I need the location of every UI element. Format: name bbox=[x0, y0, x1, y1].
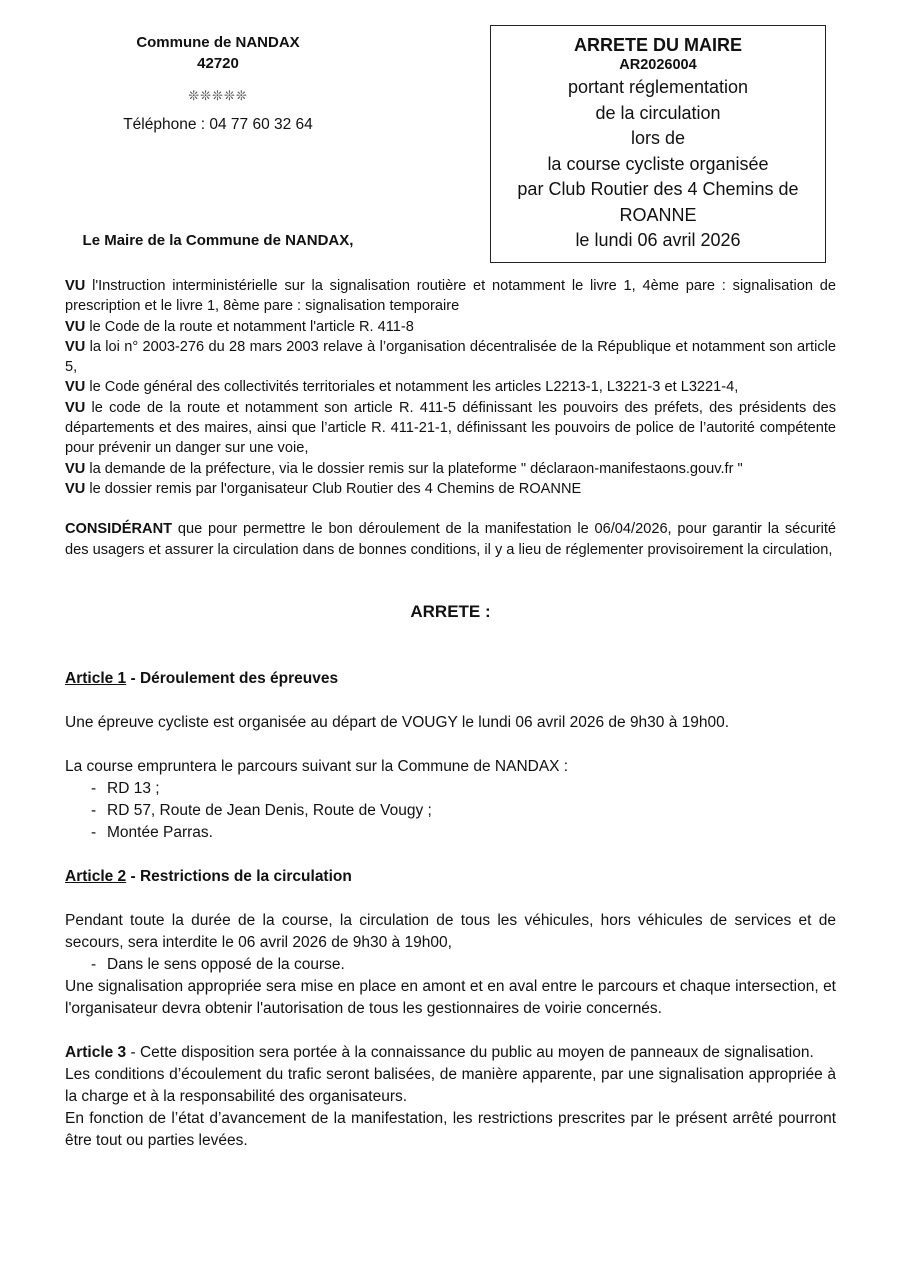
route-item: - Montée Parras. bbox=[91, 822, 836, 844]
article-2-paragraph: Une signalisation appropriée sera mise en place en amont et en aval entre le parcours et chaque intersection, et l'organisateur devra obtenir l'autorisation de tous les gestionnaires de voirie concernés. bbox=[65, 978, 836, 1018]
article-3-paragraph: En fonction de l’état d’avancement de la manifestation, les restrictions prescrites par le présent arrêté pourront être tout ou parties levées. bbox=[65, 1110, 836, 1150]
vu-text: la loi n° 2003-276 du 28 mars 2003 relave à l’organisation décentralisée de la République et notamment son article 5, bbox=[65, 338, 836, 376]
commune-header bbox=[70, 32, 366, 134]
vu-paragraph bbox=[65, 337, 836, 378]
article-2-paragraph: Pendant toute la durée de la course, la circulation de tous les véhicules, hors véhicules de services et de secours, sera interdite le 06 avril 2026 de 9h30 à 19h00, bbox=[65, 912, 836, 952]
article-2-title: - Restrictions de la circulation bbox=[126, 868, 352, 886]
route-list bbox=[65, 778, 836, 844]
commune-name: Commune de NANDAX bbox=[136, 34, 300, 51]
vu-label: VU bbox=[65, 460, 86, 477]
vu-text: la demande de la préfecture, via le dossier remis sur la plateforme " déclaraon-manifestaons.gouv.fr " bbox=[89, 460, 743, 477]
considerant-paragraph bbox=[65, 519, 836, 560]
considerant-text: que pour permettre le bon déroulement de la manifestation le 06/04/2026, pour garantir la sécurité des usagers et assurer la circulation dans de bonnes conditions, il y a lieu de réglementer provisoirement la circulation, bbox=[65, 521, 836, 558]
article-1-heading bbox=[65, 668, 836, 690]
document-body bbox=[65, 276, 836, 1152]
article-3-paragraph: Les conditions d’écoulement du trafic seront balisées, de manière apparente, par une signalisation appropriée à la charge et à la responsabilité des organisateurs. bbox=[65, 1066, 836, 1106]
article-3-label: Article 3 bbox=[65, 1044, 127, 1062]
article-1-paragraph: La course empruntera le parcours suivant sur la Commune de NANDAX : bbox=[65, 758, 569, 776]
vu-paragraph bbox=[65, 459, 836, 479]
vu-paragraph bbox=[65, 398, 836, 459]
restriction-list bbox=[65, 954, 836, 976]
vu-paragraph bbox=[65, 317, 836, 337]
article-1-label: Article 1 bbox=[65, 670, 127, 688]
vu-label: VU bbox=[65, 399, 86, 416]
vu-label: VU bbox=[65, 318, 86, 335]
vu-label: VU bbox=[65, 480, 86, 497]
article-2-heading bbox=[65, 866, 836, 888]
considerant-label: CONSIDÉRANT bbox=[65, 521, 173, 538]
vu-paragraph bbox=[65, 479, 836, 499]
decree-line: la course cycliste organisée bbox=[547, 153, 769, 174]
article-2-label: Article 2 bbox=[65, 868, 127, 886]
article-1-paragraph: Une épreuve cycliste est organisée au départ de VOUGY le lundi 06 avril 2026 de 9h30 à 19h00. bbox=[65, 714, 730, 732]
mayor-heading: Le Maire de la Commune de NANDAX, bbox=[82, 232, 354, 249]
arrete-heading: ARRETE : bbox=[410, 601, 491, 621]
vu-label: VU bbox=[65, 379, 86, 396]
commune-postcode: 42720 bbox=[197, 55, 239, 72]
route-item: - RD 13 ; bbox=[91, 778, 836, 800]
vu-text: le Code général des collectivités territoriales et notamment les articles L2213-1, L3221-3 et L3221-4, bbox=[89, 379, 739, 396]
vu-label: VU bbox=[65, 338, 86, 355]
decree-line: de la circulation bbox=[595, 102, 721, 123]
decree-line: ROANNE bbox=[619, 204, 697, 225]
decree-line: par Club Routier des 4 Chemins de bbox=[517, 179, 799, 199]
vu-text: le Code de la route et notamment l'article R. 411-8 bbox=[89, 318, 414, 335]
route-item: - RD 57, Route de Jean Denis, Route de Vougy ; bbox=[91, 800, 836, 822]
article-1-title: - Déroulement des épreuves bbox=[126, 670, 339, 688]
vu-text: le dossier remis par l'organisateur Club Routier des 4 Chemins de ROANNE bbox=[89, 480, 582, 497]
decree-title-box bbox=[490, 25, 826, 263]
commune-phone: Téléphone : 04 77 60 32 64 bbox=[123, 116, 313, 133]
article-3-paragraph bbox=[65, 1042, 836, 1064]
vu-text: le code de la route et notamment son article R. 411-5 définissant les pouvoirs des préfets, des présidents des départements et des maires, ainsi que l’article R. 411-21-1, définissant les pouvoirs de police de l’autorité compétente pour prévenir un danger sur une voie, bbox=[65, 399, 836, 457]
vu-label: VU bbox=[65, 278, 86, 294]
decree-line: lors de bbox=[630, 128, 686, 148]
decree-reference: AR2026004 bbox=[619, 57, 697, 73]
restriction-item: - Dans le sens opposé de la course. bbox=[91, 954, 836, 976]
decree-line: le lundi 06 avril 2026 bbox=[575, 230, 741, 250]
article-3-text: - Cette disposition sera portée à la connaissance du public au moyen de panneaux de signalisation. bbox=[126, 1044, 814, 1062]
vu-paragraph bbox=[65, 377, 836, 397]
decree-title: ARRETE DU MAIRE bbox=[573, 35, 742, 55]
vu-paragraph bbox=[65, 276, 836, 317]
stars-separator: ❊❊❊❊❊ bbox=[188, 88, 248, 103]
vu-text: l'Instruction interministérielle sur la signalisation routière et notamment le livre 1, 4ème pare : signalisation de prescription et le livre 1, 8ème pare : signalisation temporaire bbox=[65, 278, 836, 315]
decree-line: portant réglementation bbox=[567, 77, 749, 97]
